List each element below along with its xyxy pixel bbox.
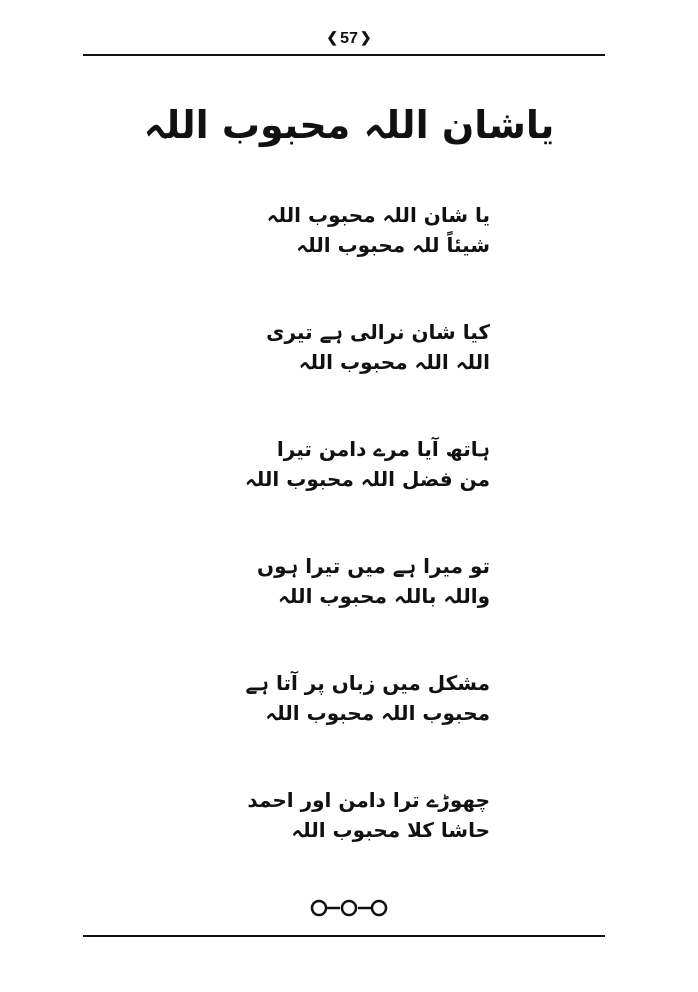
left-ornament-icon: ❮ <box>326 29 339 45</box>
right-ornament-icon: ❯ <box>359 29 372 45</box>
refrain-line: واللہ باللہ محبوب اللہ <box>278 584 490 608</box>
stanza <box>200 434 490 551</box>
verse-line: ہاتھ آیا مرے دامن تیرا <box>276 437 490 461</box>
refrain-line: شیئاً للہ محبوب اللہ <box>296 233 490 257</box>
stanza <box>200 785 490 902</box>
stanza <box>200 668 490 785</box>
refrain-line: حاشا کلا محبوب اللہ <box>291 818 490 842</box>
verse-line: یا شان اللہ محبوب اللہ <box>266 203 490 227</box>
header-divider <box>83 54 605 56</box>
three-linked-circles-icon <box>309 896 389 920</box>
poem-body <box>200 200 490 902</box>
page-number <box>0 27 698 49</box>
refrain-line: محبوب اللہ محبوب اللہ <box>265 701 490 725</box>
verse-line: مشکل میں زباں پر آتا ہے <box>245 671 490 695</box>
verse-line: تو میرا ہے میں تیرا ہوں <box>257 554 490 578</box>
refrain-line: من فضل اللہ محبوب اللہ <box>245 467 490 491</box>
page-title: یاشان اللہ محبوب اللہ <box>143 103 555 148</box>
verse-line: کیا شان نرالی ہے تیری <box>266 320 490 344</box>
stanza <box>200 551 490 668</box>
footer-divider <box>83 935 605 937</box>
stanza <box>200 200 490 317</box>
page-number-value: 57 <box>340 30 358 47</box>
refrain-line: اللہ اللہ محبوب اللہ <box>298 350 490 374</box>
verse-line: چھوڑے ترا دامن اور احمد <box>247 788 490 812</box>
stanza <box>200 317 490 434</box>
